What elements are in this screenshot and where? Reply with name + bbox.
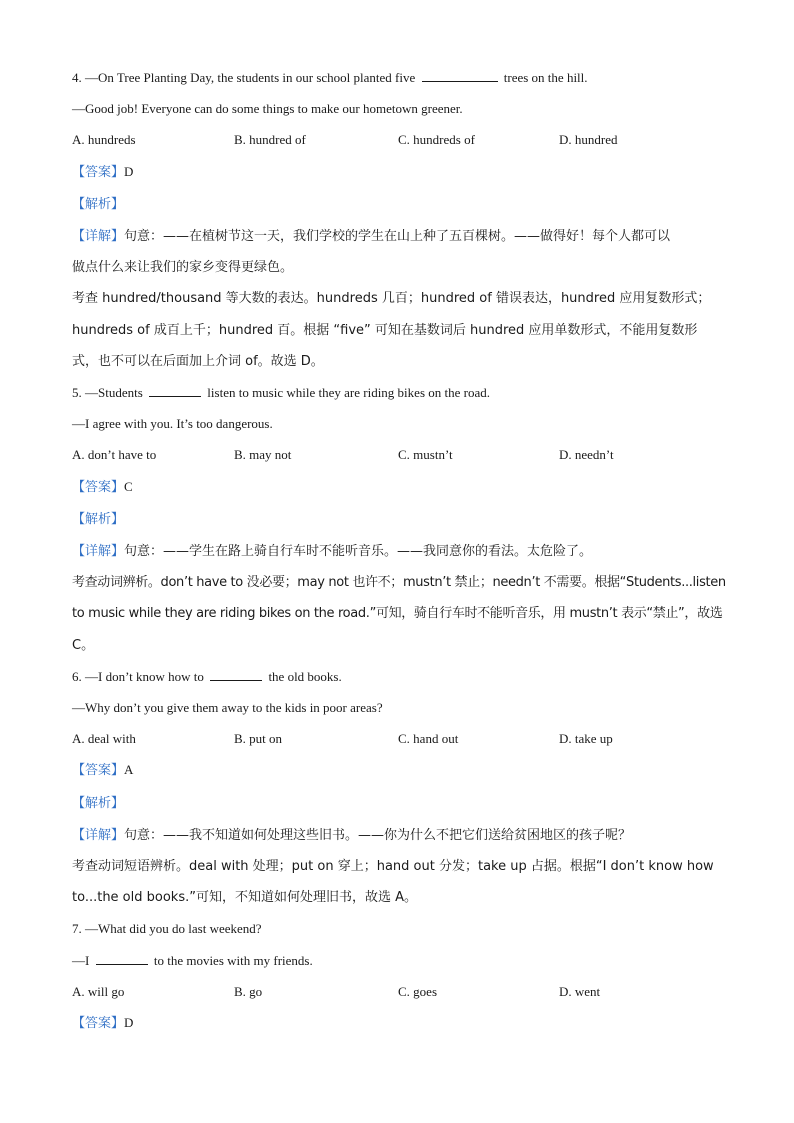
question-4-reply: —Good job! Everyone can do some things to make our hometown greener. [72, 101, 463, 117]
question-6-detail-line-2: 考查动词短语辨析。deal with 处理；put on 穿上；hand out 分发；take up 占据。根据“I don’t know how [72, 859, 714, 875]
answer-blank [422, 68, 498, 82]
option-b: B. may not [234, 447, 292, 463]
question-6-options [72, 723, 732, 754]
question-4-options [72, 124, 732, 155]
question-7-options [72, 976, 732, 1007]
analysis-tag: 【解析】 [72, 196, 125, 212]
option-a: A. will go [72, 983, 125, 999]
question-7-stem: 7. —What did you do last weekend? [72, 921, 262, 937]
question-4-detail-line-2: 做点什么来让我们的家乡变得更绿色。 [72, 260, 294, 276]
option-b: B. go [234, 983, 263, 999]
option-c: C. mustn’t [398, 447, 453, 463]
option-d: D. take up [559, 731, 613, 747]
stem-text: trees on the hill. [500, 70, 588, 85]
option-d: D. needn’t [559, 447, 614, 463]
question-6-stem [72, 661, 732, 692]
question-5-detail-line-2: 考查动词辨析。don’t have to 没必要；may not 也许不；mustn’t 禁止；needn’t 不需要。根据“Students...listen [72, 575, 726, 591]
option-b: B. put on [234, 731, 283, 747]
answer-value: D [124, 163, 134, 179]
question-4-detail-line-5: 式，也不可以在后面加上介词 of。故选 D。 [72, 353, 324, 369]
stem-text: listen to music while they are riding bikes on the road. [204, 385, 490, 401]
option-d: D. went [559, 983, 601, 999]
detail-text: 句意：——在植树节这一天，我们学校的学生在山上种了五百棵树。——做得好！每个人都可以 [124, 229, 671, 245]
option-b: B. hundred of [234, 132, 306, 148]
question-4-detail-line-3: 考查 hundred/thousand 等大数的表达。hundreds 几百；hundred of 错误表达，hundred 应用复数形式； [72, 291, 711, 307]
detail-tag: 【详解】 [72, 544, 125, 560]
detail-tag: 【详解】 [72, 827, 125, 843]
question-6-detail-line-3: to...the old books.”可知，不知道如何处理旧书，故选 A。 [72, 890, 417, 906]
reply-text: —I [72, 952, 93, 968]
answer-blank [96, 951, 148, 965]
option-a: A. deal with [72, 731, 136, 747]
question-5-reply: —I agree with you. It’s too dangerous. [72, 416, 273, 432]
option-c: C. hand out [398, 731, 459, 747]
answer-tag: 【答案】 [72, 1016, 125, 1032]
question-5-options [72, 439, 732, 470]
question-6-analysis [72, 787, 732, 819]
stem-text: 4. —On Tree Planting Day, the students in our school planted five [72, 70, 419, 85]
stem-text: the old books. [265, 668, 342, 684]
question-6-answer [72, 754, 732, 786]
question-4-answer [72, 156, 732, 188]
question-4-detail-line-4: hundreds of 成百上千；hundred 百。根据 “five” 可知在基数词后 hundred 应用单数形式，不能用复数形 [72, 322, 698, 338]
answer-tag: 【答案】 [72, 479, 125, 495]
answer-tag: 【答案】 [72, 763, 125, 779]
option-a: A. don’t have to [72, 447, 157, 463]
question-5-stem [72, 377, 732, 408]
reply-text: to the movies with my friends. [150, 952, 313, 968]
question-4-stem [72, 62, 732, 93]
analysis-tag: 【解析】 [72, 795, 125, 811]
answer-value: D [124, 1015, 134, 1031]
stem-text: 5. —Students [72, 385, 147, 401]
answer-value: C [124, 478, 133, 494]
answer-tag: 【答案】 [72, 164, 125, 180]
question-6-reply: —Why don’t you give them away to the kids in poor areas? [72, 700, 383, 716]
detail-tag: 【详解】 [72, 229, 125, 245]
detail-text: 句意：——我不知道如何处理这些旧书。——你为什么不把它们送给贫困地区的孩子呢？ [124, 827, 632, 843]
question-4-detail-line-1 [72, 220, 732, 252]
option-d: D. hundred [559, 132, 618, 148]
analysis-tag: 【解析】 [72, 511, 125, 527]
option-c: C. hundreds of [398, 132, 475, 148]
question-5-analysis [72, 503, 732, 535]
question-6-detail-line-1 [72, 819, 732, 851]
stem-text: 6. —I don’t know how to [72, 668, 208, 684]
question-7-reply [72, 945, 732, 976]
option-c: C. goes [398, 983, 437, 999]
question-5-detail-line-4: C。 [72, 637, 95, 653]
question-5-detail-line-3: to music while they are riding bikes on the road.”可知，骑自行车时不能听音乐，用 mustn’t 表示“禁止”，故选 [72, 606, 723, 622]
question-4-analysis [72, 188, 732, 220]
answer-blank [149, 383, 201, 397]
answer-blank [210, 667, 262, 681]
answer-value: A [124, 762, 134, 778]
detail-text: 句意：——学生在路上骑自行车时不能听音乐。——我同意你的看法。太危险了。 [124, 544, 593, 560]
question-5-detail-line-1 [72, 535, 732, 567]
question-7-answer [72, 1007, 732, 1039]
question-5-answer [72, 471, 732, 503]
document-page [72, 62, 732, 1039]
option-a: A. hundreds [72, 132, 136, 148]
